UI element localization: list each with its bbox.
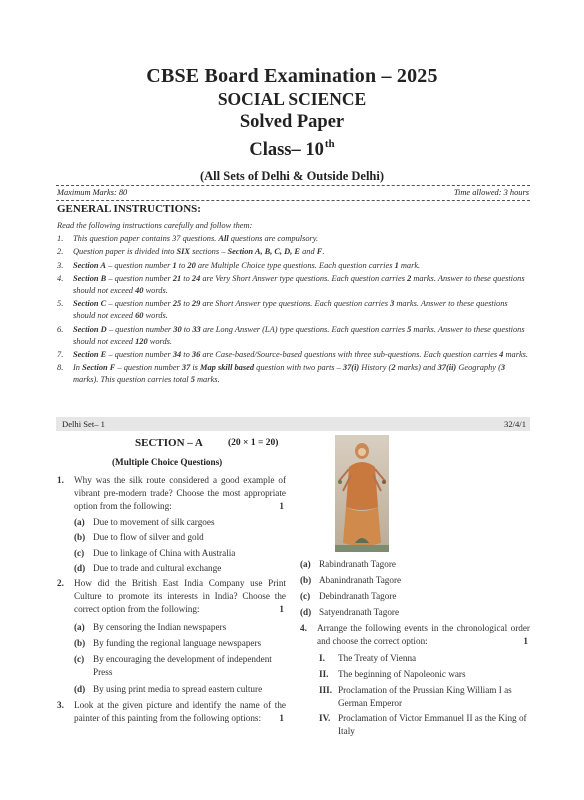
instruction-item: 3. Section A – question number 1 to 20 are Multiple Choice type questions. Each question carries 1 mark. xyxy=(57,260,421,270)
question-4-text: Arrange the following events in the chronological order and choose the correct option: xyxy=(317,623,530,646)
set-name: Delhi Set– 1 xyxy=(62,419,105,429)
paper-type: Solved Paper xyxy=(239,112,345,132)
q1-option-c: (c) Due to linkage of China with Australia xyxy=(74,548,236,558)
question-3-text: Look at the given picture and identify the name of the painter of this painting from the following options: xyxy=(74,700,286,723)
instruction-item: 6. Section D – question number 30 to 33 are Long Answer (LA) type questions. Each question carries 5 marks. Answer to these questions should not exceed 120 words. xyxy=(57,324,525,346)
instruction-item: 7. Section E – question number 34 to 36 are Case-based/Source-based questions with three sub-questions. Each question carries 4 marks. xyxy=(57,350,529,360)
section-title: SECTION – A xyxy=(135,437,203,449)
q1-option-a: (a) Due to movement of silk cargoes xyxy=(74,517,215,527)
set-bar xyxy=(56,417,530,431)
q2-option-d: (d) By using print media to spread eastern culture xyxy=(74,684,263,694)
set-code: 32/4/1 xyxy=(504,419,526,429)
q3-option-b: (b) Abanindranath Tagore xyxy=(300,575,402,585)
instruction-item: 8. In Section F – question number 37 is Map skill based question with two parts – 37(i) History (2 marks) and 37(ii) Geography (3 marks). This question carries total 5 marks. xyxy=(57,363,506,385)
time-allowed: Time allowed: 3 hours xyxy=(453,188,529,197)
q4-item-4: IV. Proclamation of Victor Emmanuel II as the King of Italy xyxy=(319,713,527,736)
divider-bottom xyxy=(56,200,530,201)
class-title: Class– 10th xyxy=(249,138,335,160)
exam-title: CBSE Board Examination – 2025 xyxy=(146,65,438,87)
question-2-marks: 1 xyxy=(279,603,284,614)
instruction-item: 4. Section B – question number 21 to 24 are Very Short Answer type questions. Each question carries 2 marks. Answer to these questions should not exceed 40 words. xyxy=(57,273,525,296)
q1-option-b: (b) Due to flow of silver and gold xyxy=(74,532,204,542)
q2-option-c: (c) By encouraging the development of independent Press xyxy=(74,654,272,677)
question-2: 2. How did the British East India Company use Print Culture to promote its interests in India? Choose the correct option from the following: 1 xyxy=(57,578,286,614)
q4-item-2: II. The beginning of Napoleonic wars xyxy=(319,669,466,679)
section-marks: (20 × 1 = 20) xyxy=(228,438,279,448)
question-2-text: How did the British East India Company use Print Culture to promote its interests in India? Choose the correct option from the following: xyxy=(74,578,286,614)
max-marks: Maximum Marks: 80 xyxy=(57,188,128,197)
question-4: 4. Arrange the following events in the chronological order and choose the correct option: 1 xyxy=(300,623,530,646)
q3-option-a: (a) Rabindranath Tagore xyxy=(300,559,396,569)
instructions-lead: Read the following instructions carefully and follow them: xyxy=(57,221,253,230)
subject-title: SOCIAL SCIENCE xyxy=(217,89,367,109)
q2-option-a: (a) By censoring the Indian newspapers xyxy=(74,622,227,632)
question-1: 1. Why was the silk route considered a good example of vibrant pre-modern trade? Choose the most appropriate option from the following: 1 xyxy=(57,475,286,511)
q3-option-d: (d) Satyendranath Tagore xyxy=(300,607,400,617)
question-3-marks: 1 xyxy=(279,712,284,723)
instruction-item: 5. Section C – question number 25 to 29 are Short Answer type questions. Each question carries 3 marks. Answer to these questions should not exceed 60 words. xyxy=(57,299,508,321)
q4-item-3: III. Proclamation of the Prussian King William I as German Emperor xyxy=(319,685,512,708)
divider-top xyxy=(56,185,530,186)
question-3: 3. Look at the given picture and identify the name of the painter of this painting from the following options: 1 xyxy=(57,700,286,723)
instruction-item: 2. Question paper is divided into SIX sections – Section A, B, C, D, E and F. xyxy=(57,247,325,257)
section-subtitle: (Multiple Choice Questions) xyxy=(112,457,223,467)
q3-option-c: (c) Debindranath Tagore xyxy=(300,591,397,601)
instructions-title: GENERAL INSTRUCTIONS: xyxy=(57,203,201,215)
instruction-item: 1. This question paper contains 37 questions. All questions are compulsory. xyxy=(57,234,319,244)
q1-option-d: (d) Due to trade and cultural exchange xyxy=(74,563,222,573)
question-1-marks: 1 xyxy=(279,500,284,511)
painting-image xyxy=(335,435,389,552)
paper-header xyxy=(0,64,584,185)
q4-item-1: I. The Treaty of Vienna xyxy=(319,653,417,663)
exam-info xyxy=(57,188,529,197)
question-1-text: Why was the silk route considered a good example of vibrant pre-modern trade? Choose the most appropriate option from the following: xyxy=(74,475,286,511)
sets-note: (All Sets of Delhi & Outside Delhi) xyxy=(199,169,385,183)
question-4-marks: 1 xyxy=(523,635,528,646)
q2-option-b: (b) By funding the regional language newspapers xyxy=(74,638,262,648)
instructions-list xyxy=(57,220,531,388)
